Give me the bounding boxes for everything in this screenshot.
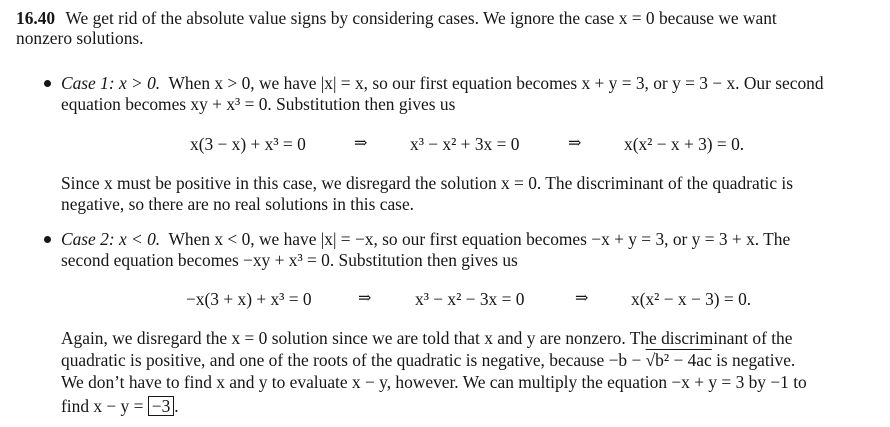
case2-after-2: [61, 350, 795, 370]
case1-equation-3: x(x² − x + 3) = 0.: [624, 134, 745, 154]
case2-equation-3: x(x² − x − 3) = 0.: [631, 289, 752, 309]
case1-line-1: [61, 73, 824, 93]
case1-label: Case 1: x > 0.: [61, 73, 161, 93]
case2-implies-2: ⇒: [575, 290, 589, 307]
case1-text-1: When x > 0, we have |x| = x, so our first equation becomes x + y = 3, or y = 3 − x. Our second: [168, 73, 824, 93]
intro-line-2: nonzero solutions.: [16, 28, 144, 48]
case2-after-4-text-b: .: [174, 396, 179, 416]
discriminant-sqrt: √b² − 4ac: [645, 350, 712, 370]
case1-after-1: Since x must be positive in this case, we disregard the solution x = 0. The discriminant of the quadratic is: [61, 173, 794, 193]
case2-after-4: [61, 396, 179, 416]
case1-equation-1: x(3 − x) + x³ = 0: [190, 134, 306, 154]
case2-after-2-text-a: quadratic is positive, and one of the roots of the quadratic is negative, because −b −: [61, 350, 646, 370]
bullet-case-2: [44, 236, 51, 243]
case2-after-4-text-a: find x − y =: [61, 396, 148, 416]
case2-line-2: second equation becomes −xy + x³ = 0. Substitution then gives us: [61, 250, 518, 270]
case1-implies-1: ⇒: [354, 135, 368, 152]
case2-equation-2: x³ − x² − 3x = 0: [415, 289, 525, 309]
intro-line-1: [16, 8, 777, 28]
answer-box: −3: [148, 396, 175, 416]
case2-line-1: [61, 229, 790, 249]
bullet-case-1: [44, 80, 51, 87]
intro-text-1: We get rid of the absolute value signs by considering cases. We ignore the case x = 0 because we want: [65, 8, 777, 28]
case1-implies-2: ⇒: [568, 135, 582, 152]
problem-number: 16.40: [16, 8, 56, 28]
case2-after-2-text-b: is negative.: [711, 350, 796, 370]
case1-after-2: negative, so there are no real solutions in this case.: [61, 194, 415, 214]
case1-equation-2: x³ − x² + 3x = 0: [410, 134, 520, 154]
case2-equation-1: −x(3 + x) + x³ = 0: [186, 289, 312, 309]
case2-after-1: Again, we disregard the x = 0 solution since we are told that x and y are nonzero. The discriminant of the: [61, 328, 793, 348]
case2-after-3: We don’t have to find x and y to evaluate x − y, however. We can multiply the equation −x + y = 3 by −1 to: [61, 372, 807, 392]
case2-text-1: When x < 0, we have |x| = −x, so our first equation becomes −x + y = 3, or y = 3 + x. The: [168, 229, 791, 249]
case2-implies-1: ⇒: [358, 290, 372, 307]
case2-label: Case 2: x < 0.: [61, 229, 161, 249]
case1-line-2: equation becomes xy + x³ = 0. Substitution then gives us: [61, 94, 456, 114]
